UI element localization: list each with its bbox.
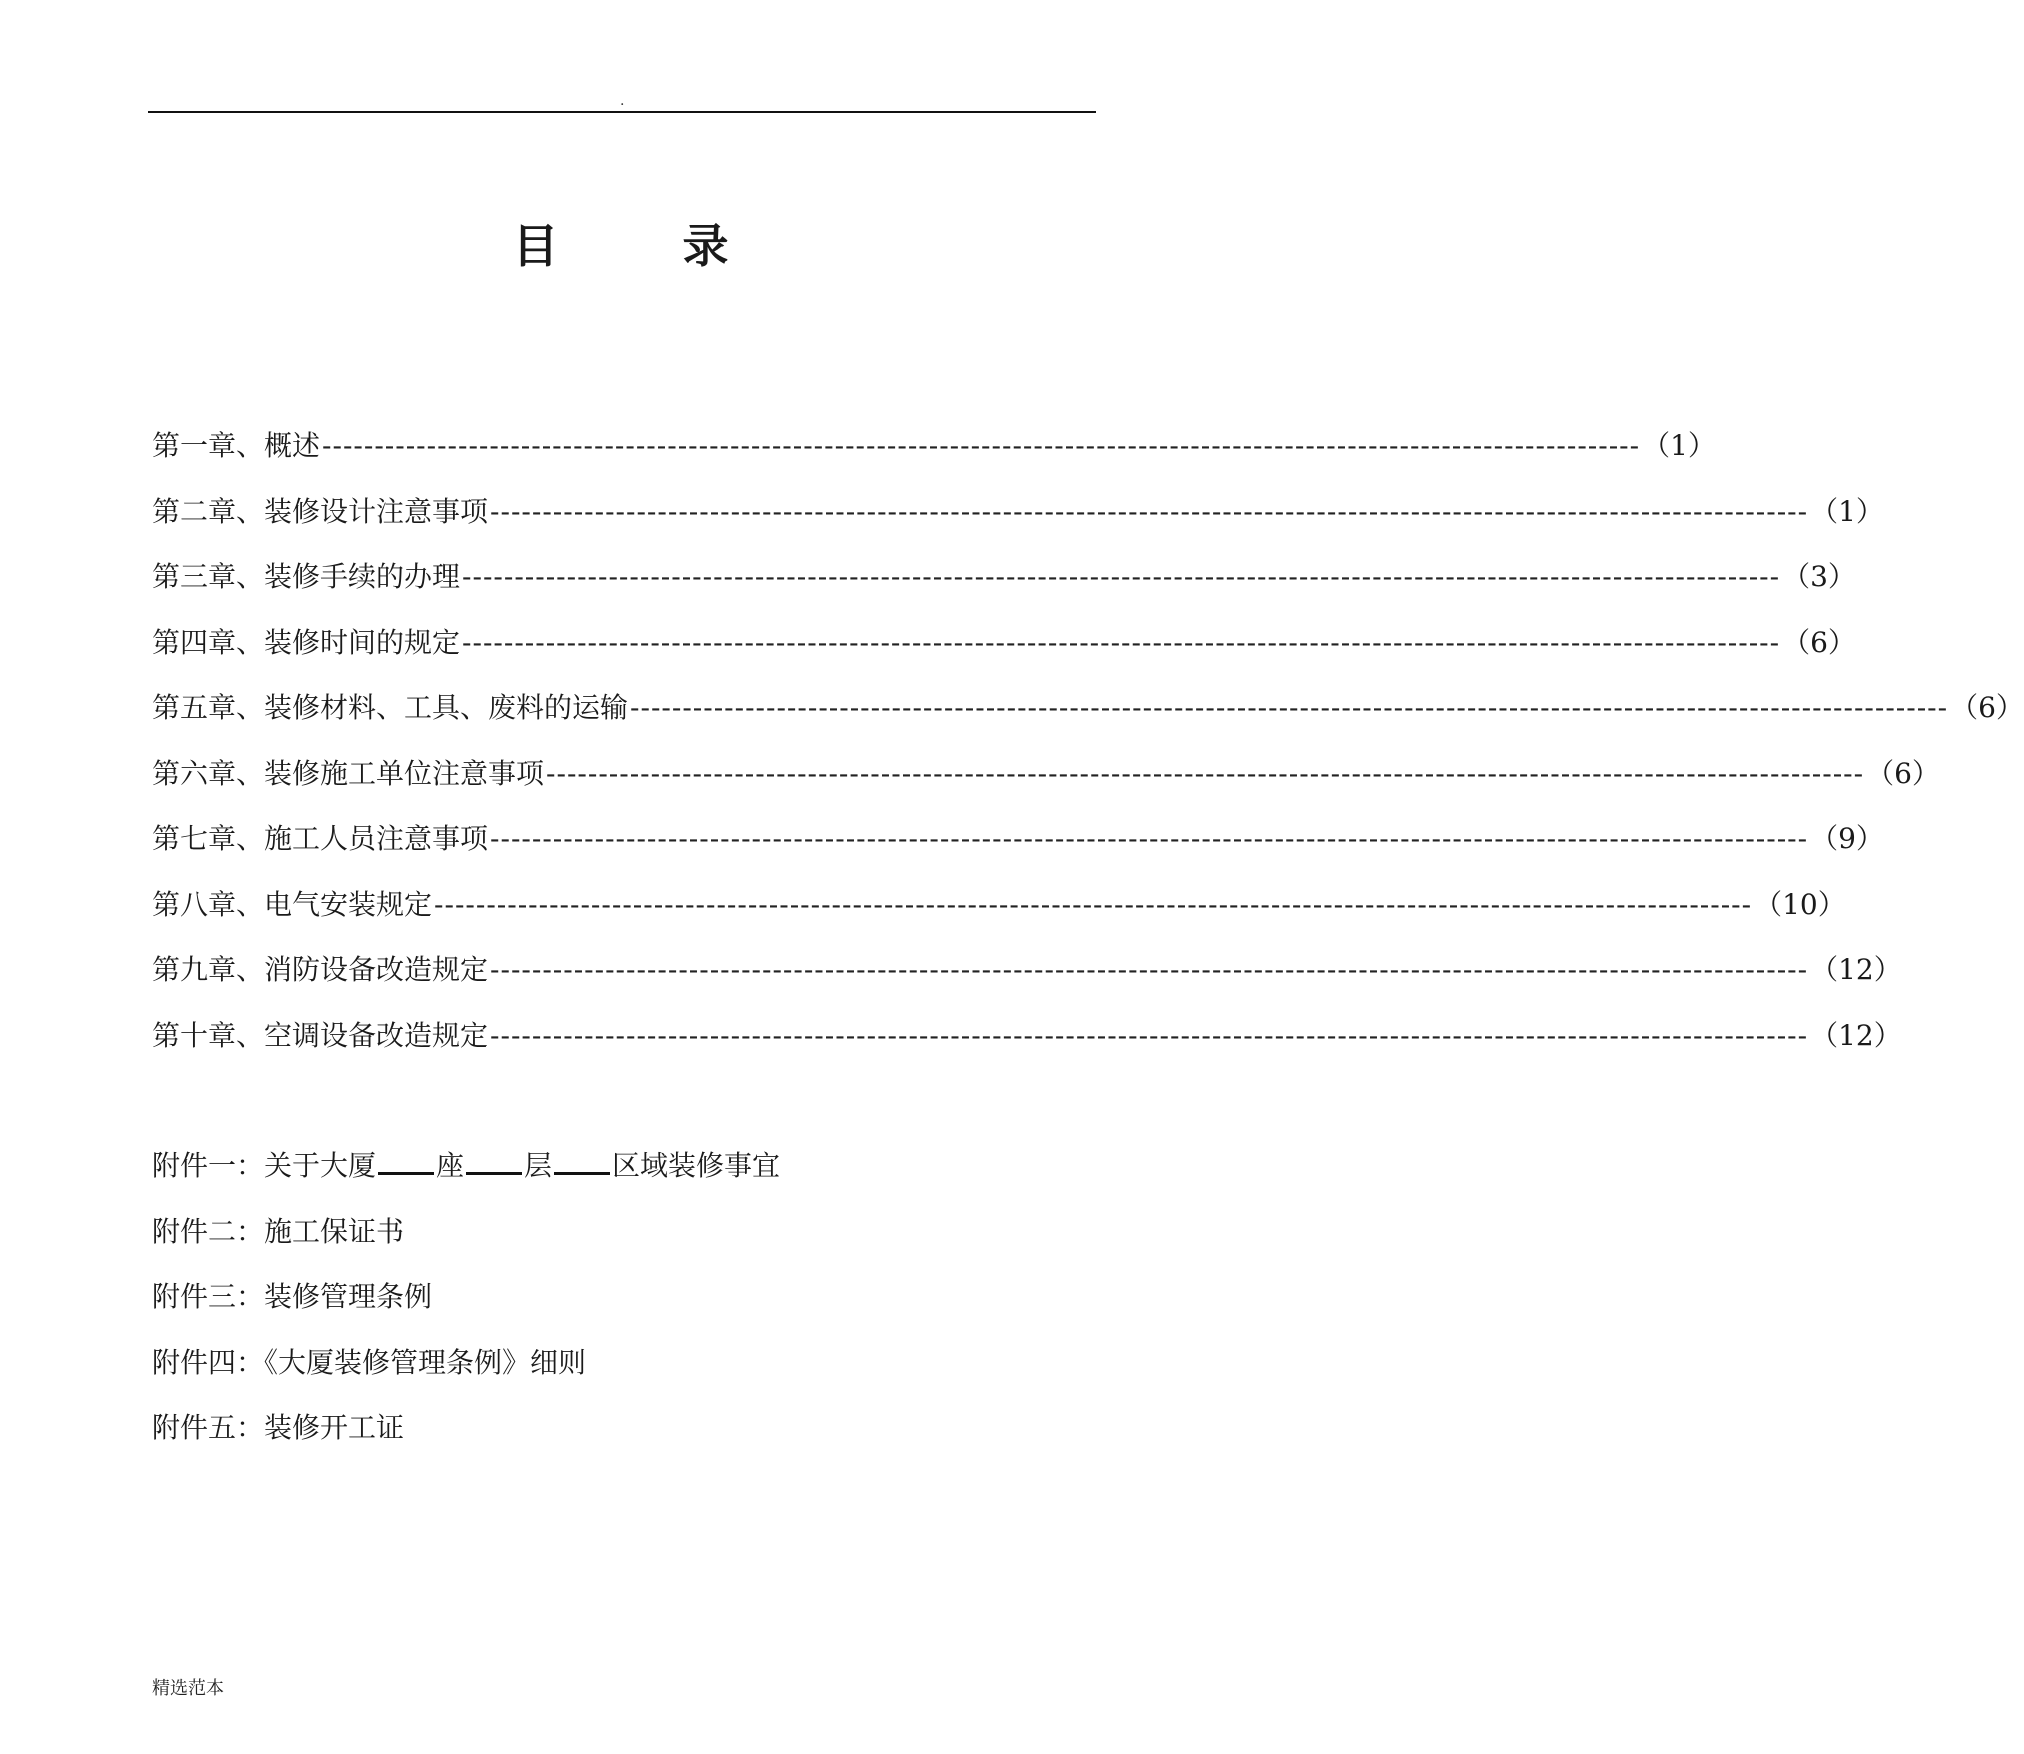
toc-entry-page: （10） [1754,887,1846,921]
header-rule [148,111,1096,113]
toc-entry-label: 第一章、概述 [152,429,321,462]
page-footer: 精选范本 [152,1678,224,1699]
toc-entry-7[interactable] [152,819,1884,885]
toc-entry-label: 第十章、空调设备改造规定 [152,1018,489,1052]
toc-entry-label: 第二章、装修设计注意事项 [152,494,489,528]
appendix-item-label: 附件三：装修管理条例 [152,1280,433,1313]
appendix-item-4[interactable] [152,1343,1052,1409]
toc-dot-leader: ------------------------------------------------------------------------------------------------------------------------------ [546,756,1865,790]
fill-in-blank [378,1148,434,1175]
toc-dot-leader: ------------------------------------------------------------------------------------------------------------------------------ [434,887,1753,921]
toc-entry-label: 第七章、施工人员注意事项 [152,822,489,855]
toc-entry-9[interactable] [152,950,1902,1016]
appendix-1-prefix: 附件一：关于大厦 [152,1149,377,1182]
toc-entry-page: （6） [1782,625,1856,659]
toc-entry-2[interactable] [152,492,1884,558]
toc-entry-5[interactable] [152,688,2024,754]
table-of-contents [152,426,2024,1081]
toc-entry-page: （6） [1950,691,2024,724]
toc-entry-6[interactable] [152,754,1940,820]
appendix-list [152,1146,1052,1474]
fill-in-blank [554,1148,610,1175]
appendix-1-seg-zuo: 座 [436,1149,465,1182]
toc-entry-1[interactable] [152,426,1716,492]
toc-entry-10[interactable] [152,1016,1902,1082]
toc-entry-8[interactable] [152,885,1846,951]
toc-entry-3[interactable] [152,557,1856,623]
toc-entry-page: （12） [1810,1018,1902,1052]
toc-dot-leader: ------------------------------------------------------------------------------------------------------------------------------ [462,625,1781,659]
appendix-item-3[interactable] [152,1277,1052,1343]
toc-entry-page: （9） [1810,822,1884,855]
appendix-item-label: 附件五：装修开工证 [152,1411,405,1444]
appendix-item-label: 附件四：《大厦装修管理条例》细则 [152,1345,587,1379]
fill-in-blank [466,1148,522,1175]
header-mark: . [620,93,625,109]
toc-dot-leader: ------------------------------------------------------------------------------------------------------------------------------ [322,429,1641,462]
toc-entry-label: 第八章、电气安装规定 [152,887,433,921]
toc-dot-leader: ------------------------------------------------------------------------------------------------------------------------------ [490,822,1809,855]
toc-entry-4[interactable] [152,623,1856,689]
toc-entry-page: （3） [1782,560,1856,593]
toc-entry-label: 第五章、装修材料、工具、废料的运输 [152,691,629,724]
toc-dot-leader: ------------------------------------------------------------------------------------------------------------------------------ [630,691,1949,724]
toc-dot-leader: ------------------------------------------------------------------------------------------------------------------------------ [462,560,1781,593]
toc-entry-page: （1） [1642,429,1716,462]
toc-entry-page: （6） [1866,756,1940,790]
toc-entry-label: 第四章、装修时间的规定 [152,625,461,659]
toc-entry-page: （1） [1810,494,1884,528]
toc-dot-leader: ------------------------------------------------------------------------------------------------------------------------------ [490,494,1809,528]
page-title: 目 录 [512,219,783,273]
toc-entry-label: 第九章、消防设备改造规定 [152,953,489,986]
toc-entry-label: 第三章、装修手续的办理 [152,560,461,593]
toc-entry-page: （12） [1810,953,1902,986]
appendix-item-2[interactable] [152,1212,1052,1278]
toc-dot-leader: ------------------------------------------------------------------------------------------------------------------------------ [490,953,1809,986]
appendix-item-5[interactable] [152,1408,1052,1474]
appendix-1-seg-ceng: 层 [524,1149,553,1182]
appendix-item-1[interactable] [152,1146,1052,1212]
toc-dot-leader: ------------------------------------------------------------------------------------------------------------------------------ [490,1018,1809,1052]
appendix-item-label: 附件二：施工保证书 [152,1214,405,1248]
toc-entry-label: 第六章、装修施工单位注意事项 [152,756,545,790]
appendix-1-seg-region: 区域装修事宜 [612,1149,781,1182]
